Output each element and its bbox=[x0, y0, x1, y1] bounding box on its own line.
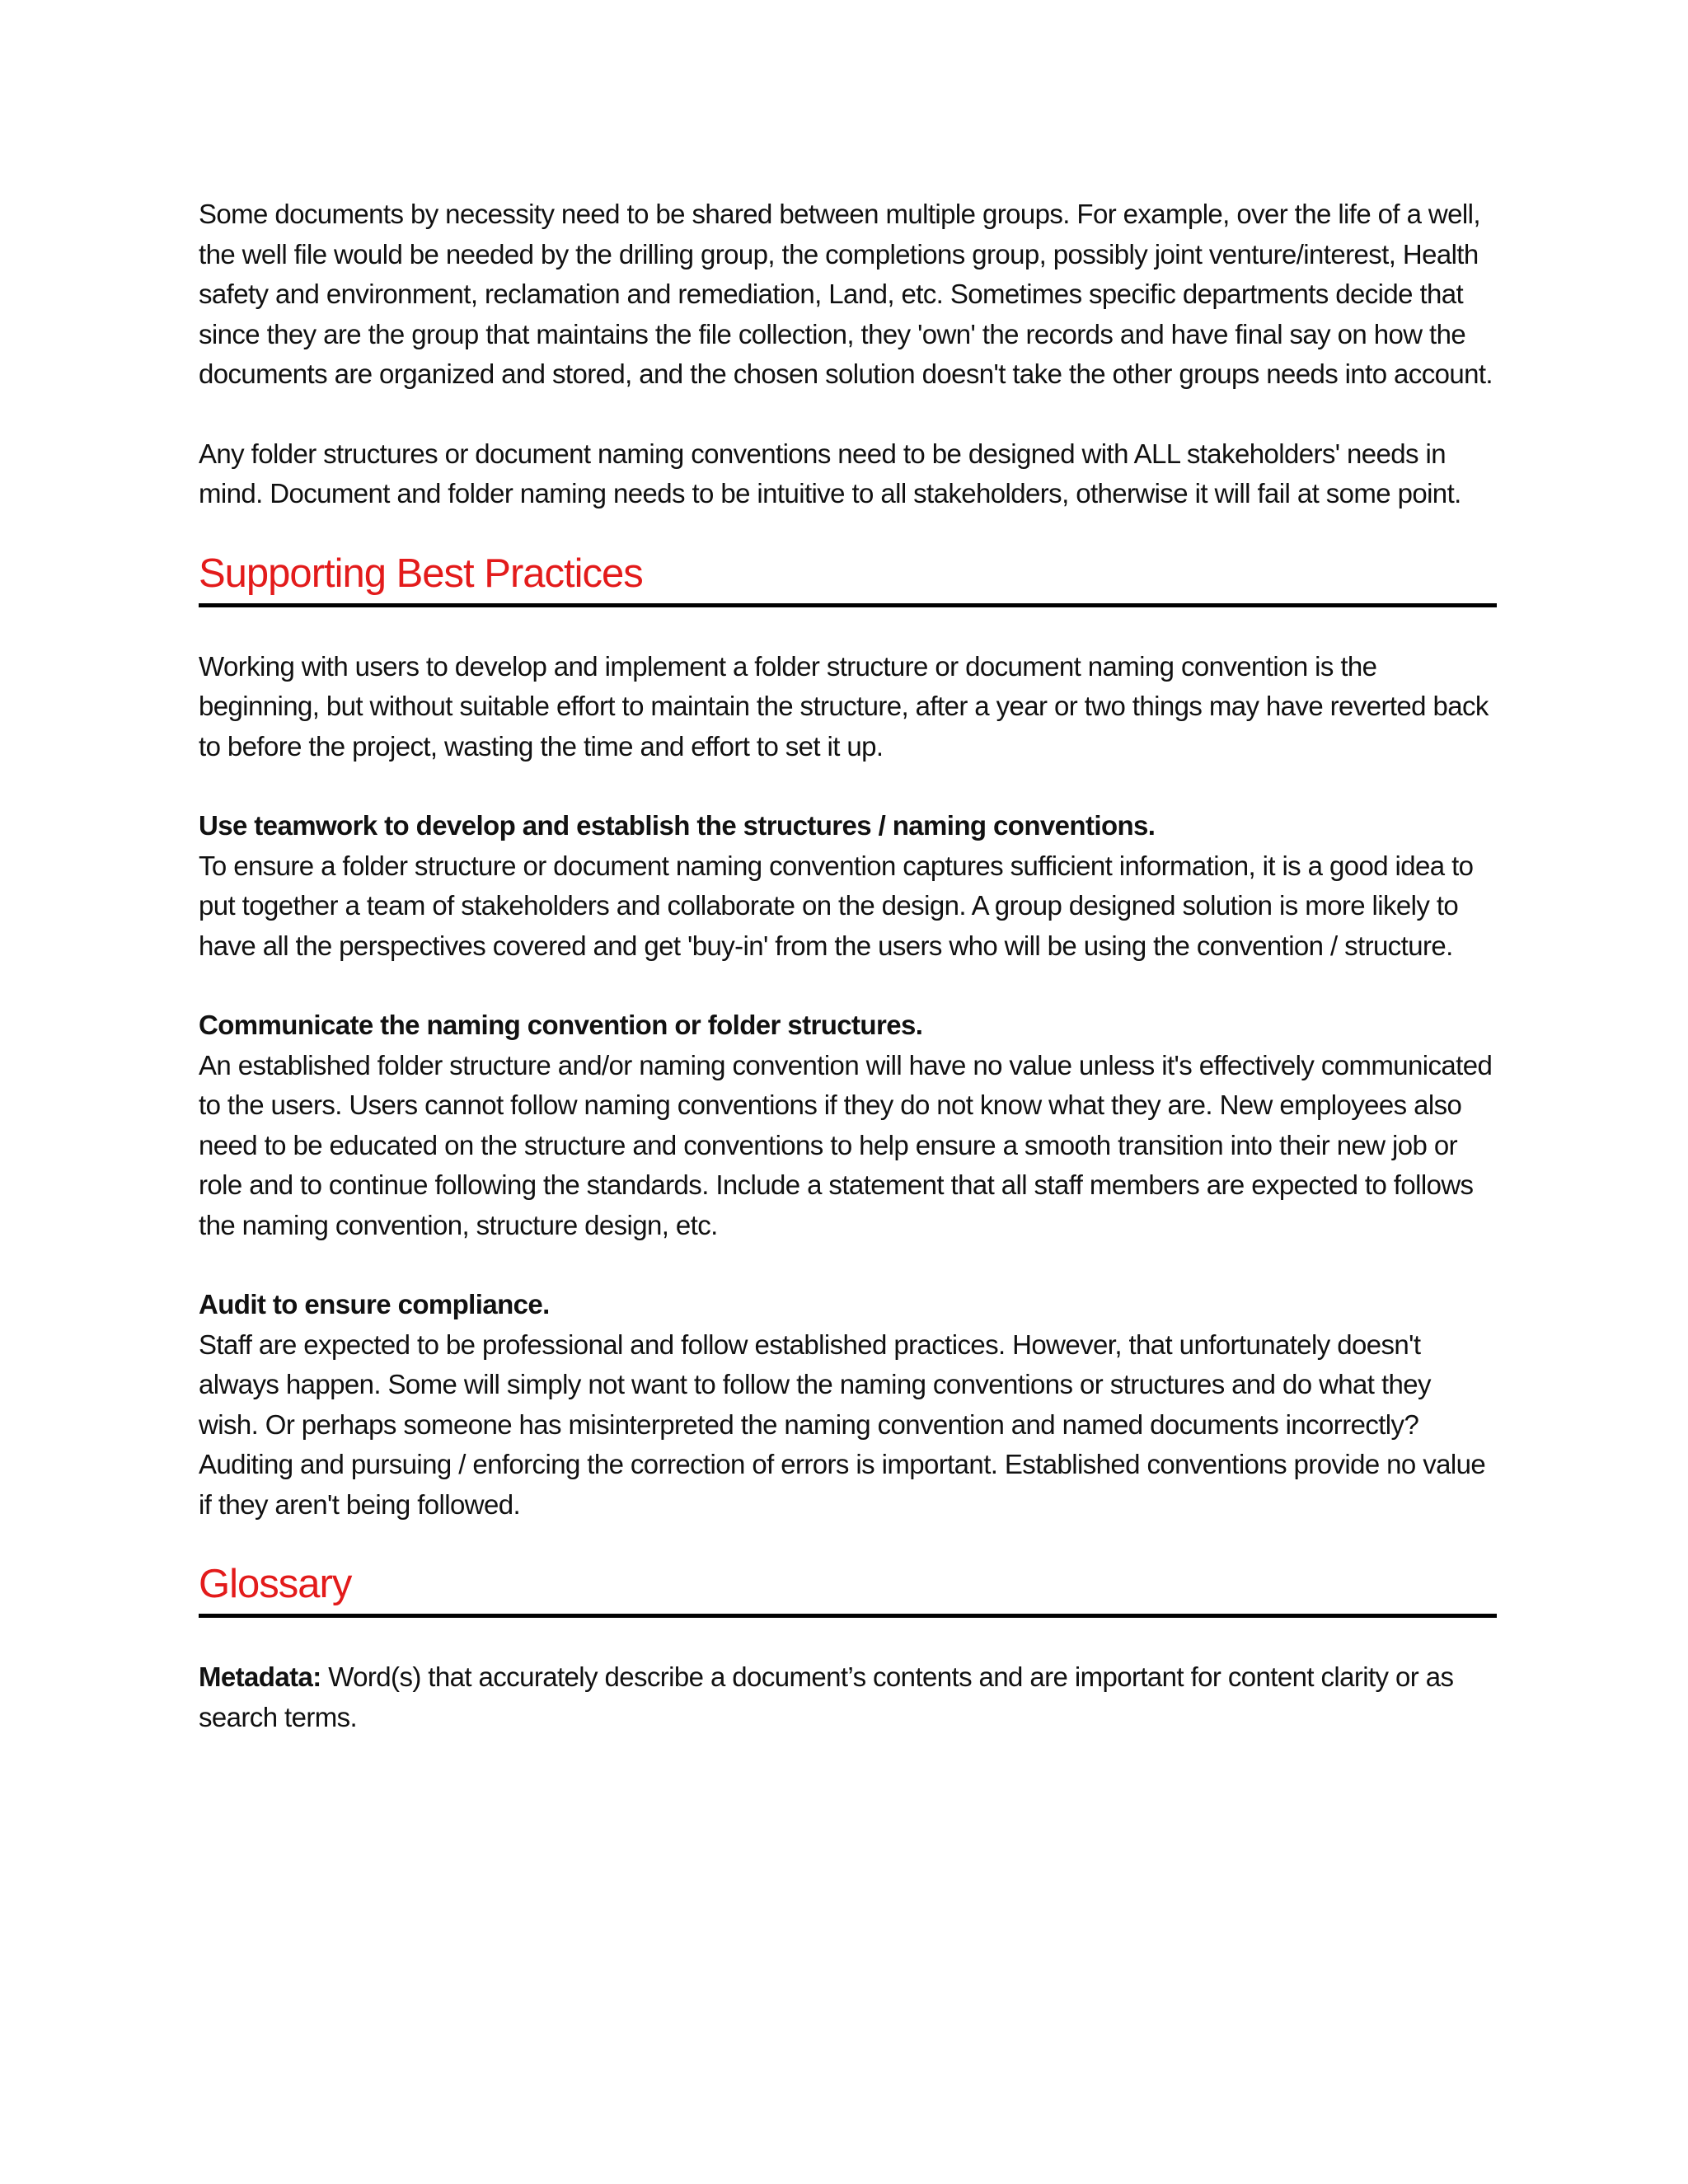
spacer bbox=[199, 1525, 1497, 1559]
practice-title: Audit to ensure compliance. bbox=[199, 1289, 550, 1319]
section-heading-supporting: Supporting Best Practices bbox=[199, 551, 643, 596]
glossary-entry bbox=[199, 1657, 1497, 1737]
spacer bbox=[199, 766, 1497, 806]
spacer bbox=[199, 607, 1497, 647]
supporting-intro-paragraph: Working with users to develop and implement a folder structure or document naming convention is the beginning, but without suitable effort to maintain the structure, after a year or two things may have reverted back to before the project, wasting the time and effort to set it up. bbox=[199, 650, 1489, 762]
document-page bbox=[199, 194, 1497, 1737]
practice-title: Communicate the naming convention or folder structures. bbox=[199, 1010, 923, 1040]
practice-body: Staff are expected to be professional and follow established practices. However, that unfortunately doesn't always happen. Some will simply not want to follow the naming conventions or structures and do what they wish. Or perhaps someone has misinterpreted the naming convention and named documents incorrectly? Auditing and pursuing / enforcing the correction of errors is important. Established conventions provide no value if they aren't being followed. bbox=[199, 1329, 1486, 1520]
glossary-definition: Word(s) that accurately describe a document’s contents and are important for content clarity or as search terms. bbox=[199, 1661, 1454, 1732]
spacer bbox=[199, 1618, 1497, 1657]
glossary-term: Metadata: bbox=[199, 1661, 321, 1692]
intro-paragraph: Any folder structures or document naming conventions need to be designed with ALL stakeholders' needs in mind. Document and folder naming needs to be intuitive to all stakeholders, otherwise it will fail at some point. bbox=[199, 438, 1461, 509]
intro-paragraph: Some documents by necessity need to be shared between multiple groups. For example, over the life of a well, the well file would be needed by the drilling group, the completions group, possibly joint venture/interest, Health safety and environment, reclamation and remediation, Land, etc. Sometimes specific departments decide that since they are the group that maintains the file collection, they 'own' the records and have final say on how the documents are organized and stored, and the chosen solution doesn't take the other groups needs into account. bbox=[199, 199, 1493, 389]
practice-body: An established folder structure and/or naming convention will have no value unless it's effectively communicated to the users. Users cannot follow naming conventions if they do not know what they are. New employees also need to be educated on the structure and conventions to help ensure a smooth transition into their new job or role and to continue following the standards. Include a statement that all staff members are expected to follows the naming convention, structure design, etc. bbox=[199, 1049, 1493, 1240]
practice-title: Use teamwork to develop and establish the structures / naming conventions. bbox=[199, 810, 1156, 841]
spacer bbox=[199, 514, 1497, 549]
section-heading-glossary: Glossary bbox=[199, 1562, 352, 1606]
spacer bbox=[199, 966, 1497, 1005]
spacer bbox=[199, 1245, 1497, 1285]
practice-body: To ensure a folder structure or document naming convention captures sufficient information, it is a good idea to put together a team of stakeholders and collaborate on the design. A group designed solution is more likely to have all the perspectives covered and get 'buy-in' from the users who will be using the convention / structure. bbox=[199, 850, 1474, 961]
spacer bbox=[199, 395, 1497, 434]
